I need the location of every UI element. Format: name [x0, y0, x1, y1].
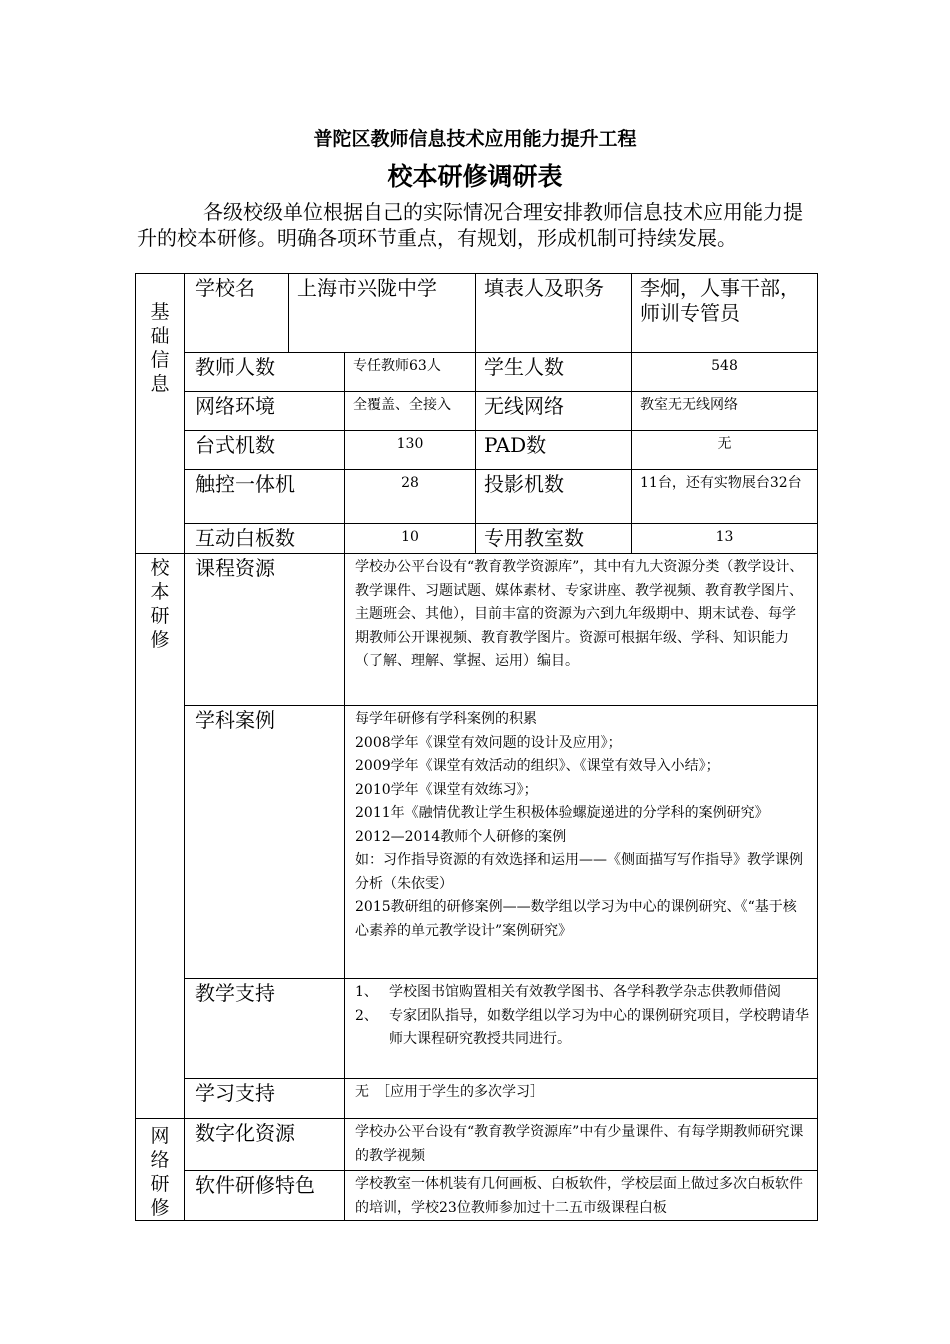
case-line: 2015教研组的研修案例——数学组以学习为中心的课例研究、《“基于核心素养的单元教学设计”案例研究》 — [355, 899, 797, 939]
software-cell — [345, 1171, 818, 1221]
network-label: 网络环境 — [185, 392, 345, 431]
teachers-value: 专任教师63人 — [345, 353, 476, 392]
intro-paragraph: 各级校级单位根据自己的实际情况合理安排教师信息技术应用能力提升的校本研修。明确各项环节重点，有规划，形成机制可持续发展。 — [137, 200, 803, 250]
case-line: 2012—2014教师个人研修的案例 — [355, 828, 567, 845]
section-school-label: 校本研修 — [150, 557, 170, 651]
section-school — [136, 554, 185, 1119]
teach-item — [355, 1005, 809, 1052]
case-line: 2009学年《课堂有效活动的组织》、《课堂有效导入小结》； — [355, 758, 720, 774]
section-basic-label: 基础信息 — [150, 301, 170, 395]
digital-value: 学校办公平台设有“教育教学资源库”中有少量课件、有每学期教师研究课的教学视频 — [345, 1119, 818, 1171]
teach-item-text: 学校图书馆购置相关有效教学图书、各学科教学杂志供教师借阅 — [389, 984, 781, 1000]
case-content — [345, 706, 818, 979]
touch-label: 触控一体机 — [185, 470, 345, 524]
software-value: 学校教室一体机装有几何画板、白板软件，学校层面上做过多次白板软件的培训，学校23位教师参加过十二五市级课程白板 — [355, 1176, 803, 1216]
case-line: 每学年研修有学科案例的积累 — [355, 711, 537, 727]
projector-value: 11台，还有实物展台32台 — [632, 470, 818, 524]
teach-label: 教学支持 — [185, 979, 345, 1079]
desktops-value: 130 — [345, 431, 476, 470]
software-label: 软件研修特色 — [185, 1171, 345, 1221]
teach-content — [345, 979, 818, 1079]
case-line: 如：习作指导资源的有效选择和运用——《侧面描写写作指导》教学课例分析（朱依雯） — [355, 852, 803, 892]
students-value: 548 — [632, 353, 818, 392]
learn-label: 学习支持 — [185, 1079, 345, 1119]
course-value: 学校办公平台设有“教育教学资源库”，其中有九大资源分类（教学设计、教学课件、习题试题、媒体素材、专家讲座、教学视频、教育教学图片、主题班会、其他），目前丰富的资源为六到九年级期中、期末试卷、每学期教师公开课视频、教育教学图片。资源可根据年级、学科、知识能力（了解、理解、掌握、运用）编目。 — [345, 554, 818, 706]
section-basic — [136, 274, 185, 554]
pad-label: PAD数 — [476, 431, 632, 470]
title-line2: 校本研修调研表 — [387, 162, 563, 191]
teach-item-num: 2、 — [355, 1007, 378, 1024]
case-line: 2011年《融情优教让学生积极体验螺旋递进的分学科的案例研究》 — [355, 805, 769, 821]
wifi-label: 无线网络 — [476, 392, 632, 431]
digital-label: 数字化资源 — [185, 1119, 345, 1171]
case-line: 2008学年《课堂有效问题的设计及应用》； — [355, 734, 622, 751]
learn-value: 无 ［应用于学生的多次学习］ — [345, 1079, 818, 1119]
desktops-label: 台式机数 — [185, 431, 345, 470]
school-name-label: 学校名 — [185, 274, 289, 353]
filler-value: 李炯，人事干部，师训专管员 — [632, 274, 818, 353]
whiteboard-value: 10 — [345, 524, 476, 554]
wifi-value: 教室无无线网络 — [632, 392, 818, 431]
projector-label: 投影机数 — [476, 470, 632, 524]
classroom-value: 13 — [632, 524, 818, 554]
teach-item — [355, 981, 809, 1005]
teachers-label: 教师人数 — [185, 353, 345, 392]
filler-label: 填表人及职务 — [476, 274, 632, 353]
case-line: 2010学年《课堂有效练习》； — [355, 781, 538, 798]
teach-item-text: 专家团队指导，如数学组以学习为中心的课例研究项目，学校聘请华师大课程研究教授共同进行。 — [389, 1007, 809, 1047]
section-online-label: 网络研修 — [150, 1125, 170, 1219]
title-line1: 普陀区教师信息技术应用能力提升工程 — [313, 128, 637, 150]
case-label: 学科案例 — [185, 706, 345, 979]
teach-item-num: 1、 — [355, 984, 378, 1000]
section-online — [136, 1119, 185, 1221]
school-name-value: 上海市兴陇中学 — [289, 274, 476, 353]
classroom-label: 专用教室数 — [476, 524, 632, 554]
course-label: 课程资源 — [185, 554, 345, 706]
pad-value: 无 — [632, 431, 818, 470]
network-value: 全覆盖、全接入 — [345, 392, 476, 431]
survey-table — [135, 273, 818, 1221]
students-label: 学生人数 — [476, 353, 632, 392]
whiteboard-label: 互动白板数 — [185, 524, 345, 554]
touch-value: 28 — [345, 470, 476, 524]
